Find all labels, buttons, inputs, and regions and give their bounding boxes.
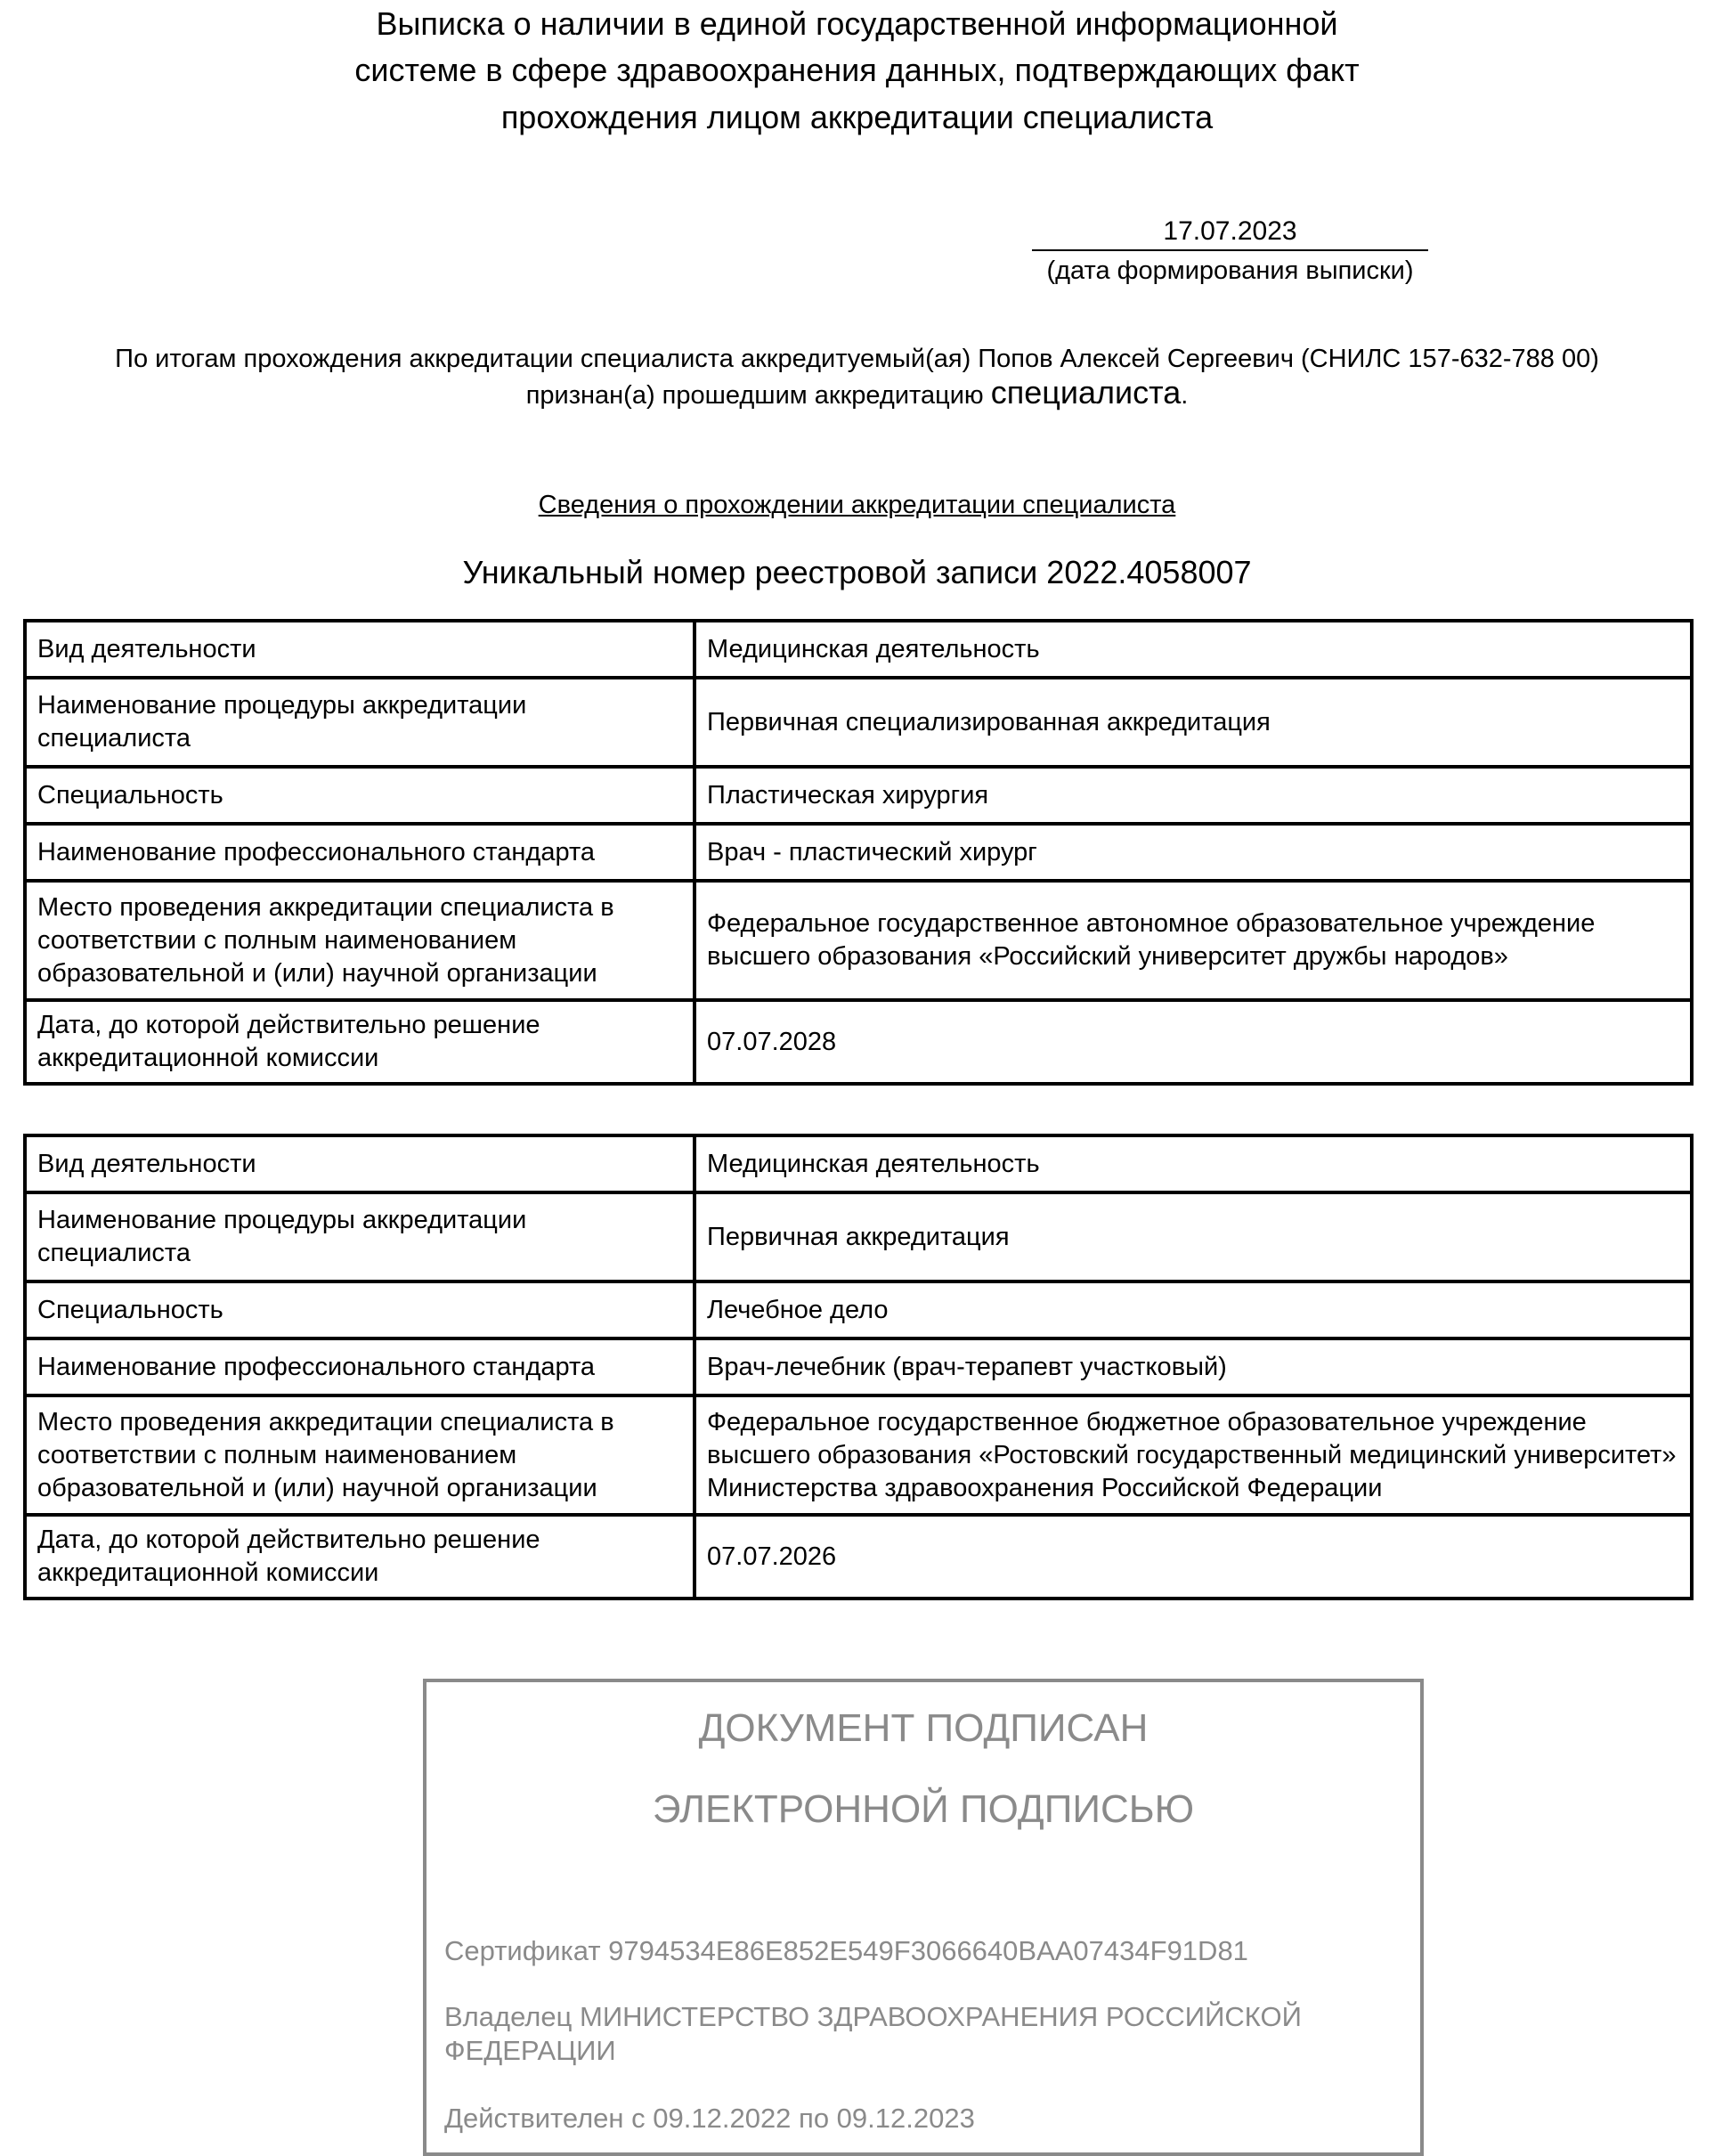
registry-number: 2022.4058007 [1046,554,1252,590]
formation-date: 17.07.2023 [1032,214,1428,251]
registry-label: Уникальный номер реестровой записи [462,554,1038,590]
row-value: Первичная специализированная аккредитация [695,678,1692,767]
row-label: Место проведения аккредитации специалиста в соответствии с полным наименованием образовательной и (или) научной организации [25,1395,695,1515]
row-label: Наименование профессионального стандарта [25,1338,695,1395]
title-line-2: системе в сфере здравоохранения данных, подтверждающих факт [354,52,1360,88]
table-row [25,824,1692,881]
result-line-2-emphasis: специалиста [990,374,1182,411]
row-label: Специальность [25,1281,695,1338]
result-line-2 [27,376,1687,412]
row-value: Лечебное дело [695,1281,1692,1338]
stamp-owner: Владелец МИНИСТЕРСТВО ЗДРАВООХРАНЕНИЯ РОССИЙСКОЙ ФЕДЕРАЦИИ [444,2001,1302,2066]
row-value: 07.07.2026 [695,1515,1692,1599]
stamp-heading-line-1: ДОКУМЕНТ ПОДПИСАН [698,1706,1149,1750]
result-line-2-suffix: . [1181,381,1189,410]
row-label: Дата, до которой действительно решение аккредитационной комиссии [25,1000,695,1084]
stamp-validity: Действителен с 09.12.2022 по 09.12.2023 [444,2103,975,2134]
table-row [25,621,1692,678]
row-value: Федеральное государственное бюджетное образовательное учреждение высшего образования «Ростовский государственный медицинский университет» Министерства здравоохранения Российской Федерации [695,1395,1692,1515]
table-row [25,1135,1692,1192]
row-label: Наименование процедуры аккредитации специалиста [25,678,695,767]
title-line-1: Выписка о наличии в единой государственной информационной [376,5,1338,42]
row-value: Пластическая хирургия [695,767,1692,824]
result-line-1: По итогам прохождения аккредитации специалиста аккредитуемый(ая) Попов Алексей Сергеевич (СНИЛС 157-632-788 00) [115,345,1599,373]
formation-date-caption: (дата формирования выписки) [1046,256,1414,285]
row-label: Дата, до которой действительно решение аккредитационной комиссии [25,1515,695,1599]
row-value: Врач-лечебник (врач-терапевт участковый) [695,1338,1692,1395]
accreditation-table-2 [23,1134,1694,1600]
row-value: 07.07.2028 [695,1000,1692,1084]
row-label: Место проведения аккредитации специалиста в соответствии с полным наименованием образовательной и (или) научной организации [25,881,695,1000]
stamp-certificate: Сертификат 9794534E86E852E549F3066640BAA07434F91D81 [444,1935,1248,1966]
table-row [25,678,1692,767]
electronic-signature-stamp [423,1679,1424,2156]
table-row [25,1281,1692,1338]
row-value: Медицинская деятельность [695,621,1692,678]
row-label: Наименование профессионального стандарта [25,824,695,881]
row-label: Наименование процедуры аккредитации специалиста [25,1192,695,1281]
row-label: Вид деятельности [25,1135,695,1192]
row-value: Федеральное государственное автономное образовательное учреждение высшего образования «Российский университет дружбы народов» [695,881,1692,1000]
accreditation-table-1 [23,619,1694,1086]
row-value: Медицинская деятельность [695,1135,1692,1192]
registry-record [0,550,1714,595]
table-row [25,1192,1692,1281]
stamp-heading-line-2: ЭЛЕКТРОННОЙ ПОДПИСЬЮ [652,1787,1195,1831]
table-row [25,767,1692,824]
table-row [25,881,1692,1000]
section-heading: Сведения о прохождении аккредитации специалиста [538,491,1176,519]
formation-date-block [1032,214,1428,289]
table-row [25,1515,1692,1599]
title-line-3: прохождения лицом аккредитации специалиста [500,99,1214,135]
row-label: Вид деятельности [25,621,695,678]
row-value: Врач - пластический хирург [695,824,1692,881]
accreditation-result [27,342,1687,412]
row-label: Специальность [25,767,695,824]
table-row [25,1338,1692,1395]
row-value: Первичная аккредитация [695,1192,1692,1281]
table-row [25,1395,1692,1515]
result-line-2-prefix: признан(а) прошедшим аккредитацию [525,381,984,410]
table-row [25,1000,1692,1084]
